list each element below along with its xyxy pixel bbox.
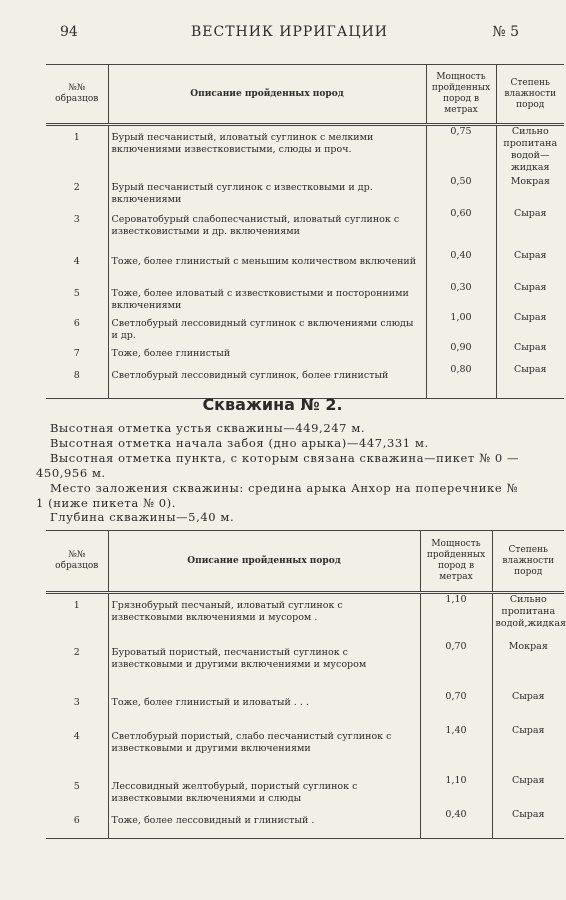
- issue-number: № 5: [492, 24, 519, 40]
- moisture-degree: Сырая: [511, 690, 545, 702]
- layer-thickness: 0,50: [426, 176, 496, 208]
- layer-thickness: 0,40: [426, 250, 496, 282]
- col-description-header: Описание пройденных пород: [108, 65, 426, 125]
- col-moisture-header: Степень влажности пород: [492, 531, 564, 593]
- sample-number: 8: [46, 364, 108, 398]
- sample-number: 3: [46, 691, 108, 725]
- layer-thickness: 0,75: [426, 125, 496, 177]
- rock-description: Сероватобурый слабопесчанистый, иловатый суглинок с известковистыми и др. включениями: [108, 208, 426, 250]
- sample-number: 4: [46, 725, 108, 775]
- table-row: [46, 250, 564, 282]
- rock-description: Буроватый пористый, песчанистый суглинок с известковыми и другими включениями и мусором: [108, 641, 420, 691]
- sample-number: 6: [46, 809, 108, 839]
- layer-thickness: 0,80: [426, 364, 496, 398]
- col-moisture-header: Степень влажности пород: [496, 65, 564, 125]
- rock-description: Грязнобурый песчаный, иловатый суглинок с известковыми включениями и мусором .: [108, 593, 420, 641]
- table-row: [46, 725, 564, 775]
- layer-thickness: 0,90: [426, 342, 496, 364]
- layer-thickness: 1,10: [420, 593, 492, 641]
- rock-description: Лессовидный желтобурый, пористый суглинок с известковыми включениями и слюды: [108, 775, 420, 809]
- layer-thickness: 0,60: [426, 208, 496, 250]
- rock-description: Тоже, более глинистый: [108, 342, 426, 364]
- layer-thickness: 0,70: [420, 641, 492, 691]
- rock-description: Тоже, более глинистый с меньшим количеством включений: [108, 250, 426, 282]
- moisture-degree: Сырая: [513, 282, 547, 293]
- table-row: [46, 312, 564, 342]
- paragraph: Высотная отметка пункта, с которым связана скважина—пикет № 0 —450,956 м.: [36, 451, 520, 480]
- table-row: [46, 691, 564, 725]
- layer-thickness: 0,30: [426, 282, 496, 312]
- table-row: [46, 775, 564, 809]
- moisture-degree: Сырая: [513, 312, 547, 323]
- boring-table-1: [46, 64, 564, 399]
- table-row: [46, 208, 564, 250]
- rock-description: Тоже, более лессовидный и глинистый .: [108, 809, 420, 839]
- moisture-degree: Сильно пропитана водой—жидкая: [503, 126, 558, 173]
- col-thickness-header: Мощность пройденных пород в метрах: [420, 531, 492, 593]
- moisture-degree: Сырая: [511, 724, 545, 736]
- table-row: [46, 176, 564, 208]
- rock-description: Бурый песчанистый суглинок с известковыми и др. включениями: [108, 176, 426, 208]
- sample-number: 5: [46, 282, 108, 312]
- rock-description: Бурый песчанистый, иловатый суглинок с мелкими включениями известковистыми, слюды и проч.: [108, 125, 426, 177]
- sample-number: 7: [46, 342, 108, 364]
- layer-thickness: 0,40: [420, 809, 492, 839]
- moisture-degree: Мокрая: [510, 176, 550, 187]
- col-thickness-header: Мощность пройденных пород в метрах: [426, 65, 496, 125]
- page-header: [60, 24, 519, 46]
- sample-number: 3: [46, 208, 108, 250]
- col-number-header: №№ образцов: [46, 65, 108, 125]
- moisture-degree: Сырая: [513, 364, 547, 375]
- sample-number: 6: [46, 312, 108, 342]
- paragraph: Высотная отметка устья скважины—449,247 м.: [50, 421, 366, 435]
- paragraph: Место заложения скважины: средина арыка Анхор на поперечнике № 1 (ниже пикета № 0).: [36, 481, 518, 510]
- moisture-degree: Сырая: [513, 342, 547, 353]
- sample-number: 2: [46, 641, 108, 691]
- moisture-degree: Мокрая: [508, 640, 548, 652]
- layer-thickness: 1,40: [420, 725, 492, 775]
- section-title: Скважина № 2.: [202, 395, 343, 414]
- moisture-degree: Сырая: [511, 774, 545, 786]
- layer-thickness: 1,10: [420, 775, 492, 809]
- rock-description: Светлобурый лессовидный суглинок с включениями слюды и др.: [108, 312, 426, 342]
- boring-table-2: [46, 530, 564, 839]
- paragraph: Высотная отметка начала забоя (дно арыка)—447,331 м.: [50, 436, 429, 450]
- table-row: [46, 809, 564, 839]
- moisture-degree: Сырая: [513, 250, 547, 261]
- paragraph: Глубина скважины—5,40 м.: [50, 510, 235, 524]
- layer-thickness: 0,70: [420, 691, 492, 725]
- table-row: [46, 593, 564, 641]
- layer-thickness: 1,00: [426, 312, 496, 342]
- rock-description: Тоже, более глинистый и иловатый . . .: [108, 691, 420, 725]
- rock-description: Светлобурый лессовидный суглинок, более глинистый: [108, 364, 426, 398]
- rock-description: Светлобурый пористый, слабо песчанистый суглинок с известковыми и другими включениями: [108, 725, 420, 775]
- sample-number: 5: [46, 775, 108, 809]
- moisture-degree: Сырая: [513, 208, 547, 219]
- table-row: [46, 342, 564, 364]
- sample-number: 4: [46, 250, 108, 282]
- sample-number: 1: [46, 125, 108, 177]
- col-description-header: Описание пройденных пород: [108, 531, 420, 593]
- sample-number: 2: [46, 176, 108, 208]
- table-row: [46, 641, 564, 691]
- journal-title: ВЕСТНИК ИРРИГАЦИИ: [190, 24, 389, 40]
- col-number-header: №№ образцов: [46, 531, 108, 593]
- table-row: [46, 125, 564, 177]
- rock-description: Тоже, более иловатый с известковистыми и посторонними включениями: [108, 282, 426, 312]
- table-row: [46, 282, 564, 312]
- page-number: 94: [60, 24, 78, 40]
- sample-number: 1: [46, 593, 108, 641]
- moisture-degree: Сырая: [511, 808, 545, 820]
- moisture-degree: Сильно пропитана водой,жидкая: [495, 594, 566, 629]
- table-row: [46, 364, 564, 398]
